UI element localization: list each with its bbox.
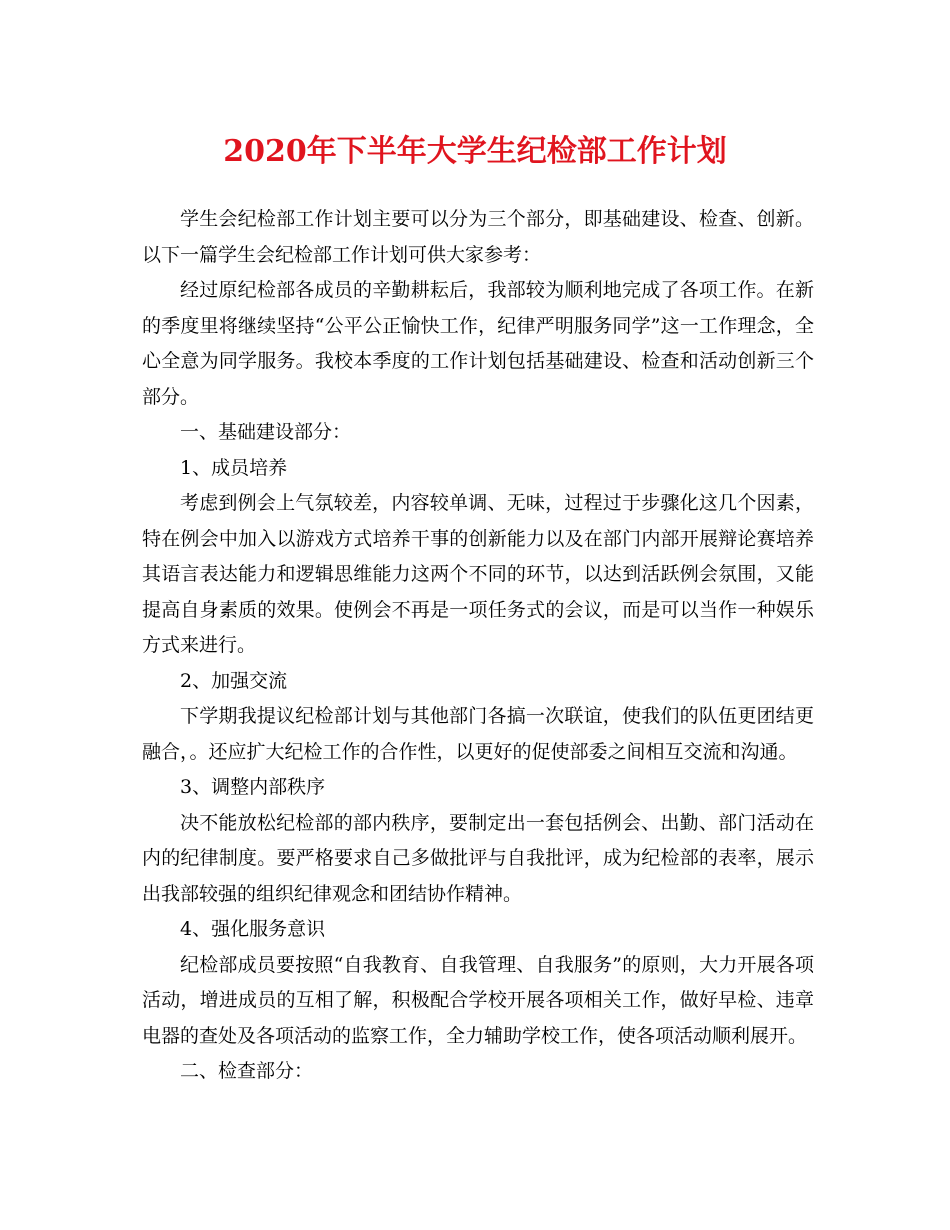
member-training-paragraph: 考虑到例会上气氛较差，内容较单调、无味，过程过于步骤化这几个因素，特在例会中加入以游戏方式培养干事的创新能力以及在部门内部开展辩论赛培养其语言表达能力和逻辑思维能力这两个不同的环节，以达到活跃例会氛围，又能提高自身素质的效果。使例会不再是一项任务式的会议，而是可以当作一种娱乐方式来进行。 [142, 492, 814, 656]
document-title: 2020年下半年大学生纪检部工作计划 [223, 134, 727, 169]
intro-paragraph: 学生会纪检部工作计划主要可以分为三个部分，即基础建设、检查、创新。以下一篇学生会纪检部工作计划可供大家参考： [142, 208, 814, 266]
section-heading-basic-construction: 一、基础建设部分： [180, 421, 352, 443]
service-awareness-paragraph: 纪检部成员要按照“自我教育、自我管理、自我服务”的原则，大力开展各项活动，增进成员的互相了解，积极配合学校开展各项相关工作，做好早检、违章电器的查处及各项活动的监察工作，全力辅助学校工作，使各项活动顺利展开。 [142, 953, 814, 1047]
internal-order-paragraph: 决不能放松纪检部的部内秩序，要制定出一套包括例会、出勤、部门活动在内的纪律制度。要严格要求自己多做批评与自我批评，成为纪检部的表率，展示出我部较强的组织纪律观念和团结协作精神。 [142, 811, 814, 905]
document-body [142, 202, 814, 1090]
subheading-service-awareness: 4、强化服务意识 [180, 918, 326, 940]
subheading-strengthen-communication: 2、加强交流 [180, 669, 288, 692]
section-heading-inspection: 二、检查部分： [180, 1060, 314, 1082]
communication-paragraph: 下学期我提议纪检部计划与其他部门各搞一次联谊，使我们的队伍更团结更融合，。还应扩大纪检工作的合作性，以更好的促使部委之间相互交流和沟通。 [142, 705, 814, 763]
subheading-internal-order: 3、调整内部秩序 [180, 776, 326, 798]
subheading-member-training: 1、成员培养 [180, 456, 288, 479]
background-paragraph: 经过原纪检部各成员的辛勤耕耘后，我部较为顺利地完成了各项工作。在新的季度里将继续坚持“公平公正愉快工作，纪律严明服务同学”这一工作理念，全心全意为同学服务。我校本季度的工作计划包括基础建设、检查和活动创新三个部分。 [142, 279, 814, 408]
